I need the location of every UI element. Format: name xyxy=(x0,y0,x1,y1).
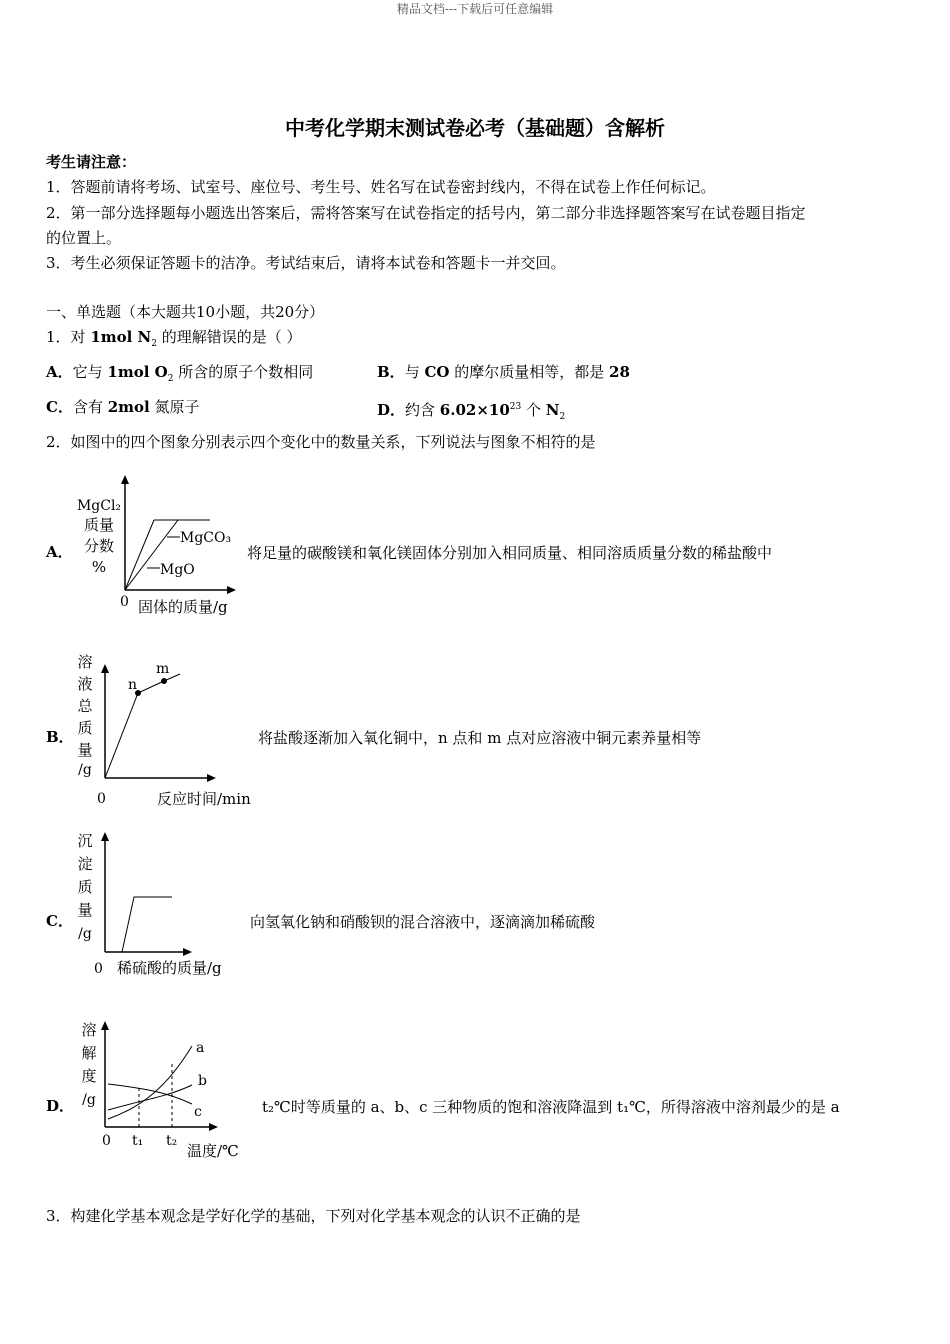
q2-option-d-letter: D． xyxy=(46,1097,75,1115)
line-label-mgo: MgO xyxy=(160,562,195,578)
notice-item: 2．第一部分选择题每小题选出答案后，需将答案写在试卷指定的括号内，第二部分非选择题答案写在试卷题目指定 xyxy=(46,204,806,222)
header-note: 精品文档---下载后可任意编辑 xyxy=(396,2,554,16)
y-axis-arrow xyxy=(101,664,109,673)
graph-b xyxy=(72,650,262,812)
section-heading: 一、单选题（本大题共10小题，共20分） xyxy=(46,303,325,321)
q2-option-b-letter: B． xyxy=(46,728,74,746)
origin-label: 0 xyxy=(97,791,106,807)
notice-item: 3．考生必须保证答题卡的洁净。考试结束后，请将本试卷和答题卡一并交回。 xyxy=(46,254,566,272)
x-axis-arrow xyxy=(209,1123,218,1131)
y-label-line: 溶 xyxy=(77,653,93,671)
graph-c xyxy=(72,828,252,983)
x-axis-label: 固体的质量/g xyxy=(138,598,228,616)
point-label-m: m xyxy=(156,661,170,677)
page-title: 中考化学期末测试卷必考（基础题）含解析 xyxy=(285,116,665,140)
x-axis-label: 反应时间/min xyxy=(157,790,251,808)
origin-label: 0 xyxy=(102,1133,111,1149)
y-label-line: 总 xyxy=(77,697,93,715)
y-label-line: 淀 xyxy=(77,855,93,873)
q1-option-b: B．与 CO 的摩尔质量相等，都是 28 xyxy=(377,363,630,381)
q2-option-a-desc: 将足量的碳酸镁和氧化镁固体分别加入相同质量、相同溶质质量分数的稀盐酸中 xyxy=(247,544,773,562)
curve-label-c: c xyxy=(194,1104,202,1120)
y-label-line: 量 xyxy=(77,901,93,919)
q1-option-d: D．约含 $6.02\times 10^{23}$ 个 $N_2$ xyxy=(377,401,566,422)
origin-label: 0 xyxy=(120,594,129,610)
tick-label-t2: t₂ xyxy=(166,1133,178,1149)
tick-label-t1: t₁ xyxy=(132,1133,144,1149)
line-label-mgco3: MgCO₃ xyxy=(180,530,232,546)
notice-item: 1．答题前请将考场、试室号、座位号、考生号、姓名写在试卷密封线内，不得在试卷上作任何标记。 xyxy=(46,178,716,196)
data-line xyxy=(122,897,172,952)
y-axis-arrow xyxy=(101,1021,109,1030)
y-label-line: 度 xyxy=(81,1067,97,1085)
q2-stem: 2．如图中的四个图象分别表示四个变化中的数量关系，下列说法与图象不相符的是 xyxy=(46,433,596,451)
data-line xyxy=(105,674,180,778)
q2-option-a-letter: A． xyxy=(46,543,73,561)
notice-item: 的位置上。 xyxy=(46,229,122,247)
curve-b xyxy=(108,1085,192,1110)
y-label-line: /g xyxy=(78,762,92,778)
x-axis-arrow xyxy=(183,948,192,956)
curve-label-b: b xyxy=(198,1073,207,1089)
y-label-line: 质 xyxy=(77,719,93,737)
mgo-line-rise xyxy=(125,520,154,590)
q2-option-c-letter: C． xyxy=(46,912,73,930)
q2-option-d-desc: t₂℃时等质量的 a、b、c 三种物质的饱和溶液降温到 t₁℃，所得溶液中溶剂最少的是 a xyxy=(262,1098,840,1116)
x-axis-label: 温度/℃ xyxy=(187,1142,239,1160)
curve-c xyxy=(108,1084,192,1104)
origin-label: 0 xyxy=(94,961,103,977)
point-label-n: n xyxy=(128,677,138,693)
curve-label-a: a xyxy=(196,1040,205,1056)
y-label-line: % xyxy=(91,558,107,576)
y-axis-arrow xyxy=(121,475,129,484)
y-label-line: 沉 xyxy=(77,832,93,850)
mgco3-line-rise xyxy=(125,520,178,590)
x-axis-arrow xyxy=(227,586,236,594)
graph-d xyxy=(72,1012,257,1167)
y-label-line: 分数 xyxy=(83,537,115,555)
y-label-line: /g xyxy=(78,926,92,942)
q2-option-b-desc: 将盐酸逐渐加入氧化铜中，n 点和 m 点对应溶液中铜元素养量相等 xyxy=(258,729,702,747)
y-label-line: 溶 xyxy=(81,1021,97,1039)
y-label-line: 质量 xyxy=(83,516,115,534)
graph-a xyxy=(72,472,247,622)
q1-option-a: A．它与 1mol $O_2$ 所含的原子个数相同 xyxy=(46,363,314,384)
q1-stem: 1．对 1mol $N_2$ 的理解错误的是（ ） xyxy=(46,328,302,349)
q2-option-c-desc: 向氢氧化钠和硝酸钡的混合溶液中，逐滴滴加稀硫酸 xyxy=(250,913,596,931)
x-axis-label: 稀硫酸的质量/g xyxy=(117,959,222,977)
y-label-line: 质 xyxy=(77,878,93,896)
curve-a xyxy=(108,1046,192,1119)
y-label-line: /g xyxy=(82,1092,96,1108)
point-m xyxy=(161,678,167,684)
x-axis-arrow xyxy=(207,774,216,782)
q1-option-c: C．含有 2mol 氮原子 xyxy=(46,398,200,416)
y-label-line: 量 xyxy=(77,741,93,759)
y-label-line: 液 xyxy=(77,675,93,693)
y-label-line: MgCl₂ xyxy=(76,498,122,514)
notice-heading: 考生请注意： xyxy=(46,153,137,171)
q3-stem: 3．构建化学基本观念是学好化学的基础，下列对化学基本观念的认识不正确的是 xyxy=(46,1207,581,1225)
y-axis-arrow xyxy=(101,832,109,841)
y-label-line: 解 xyxy=(81,1044,97,1062)
